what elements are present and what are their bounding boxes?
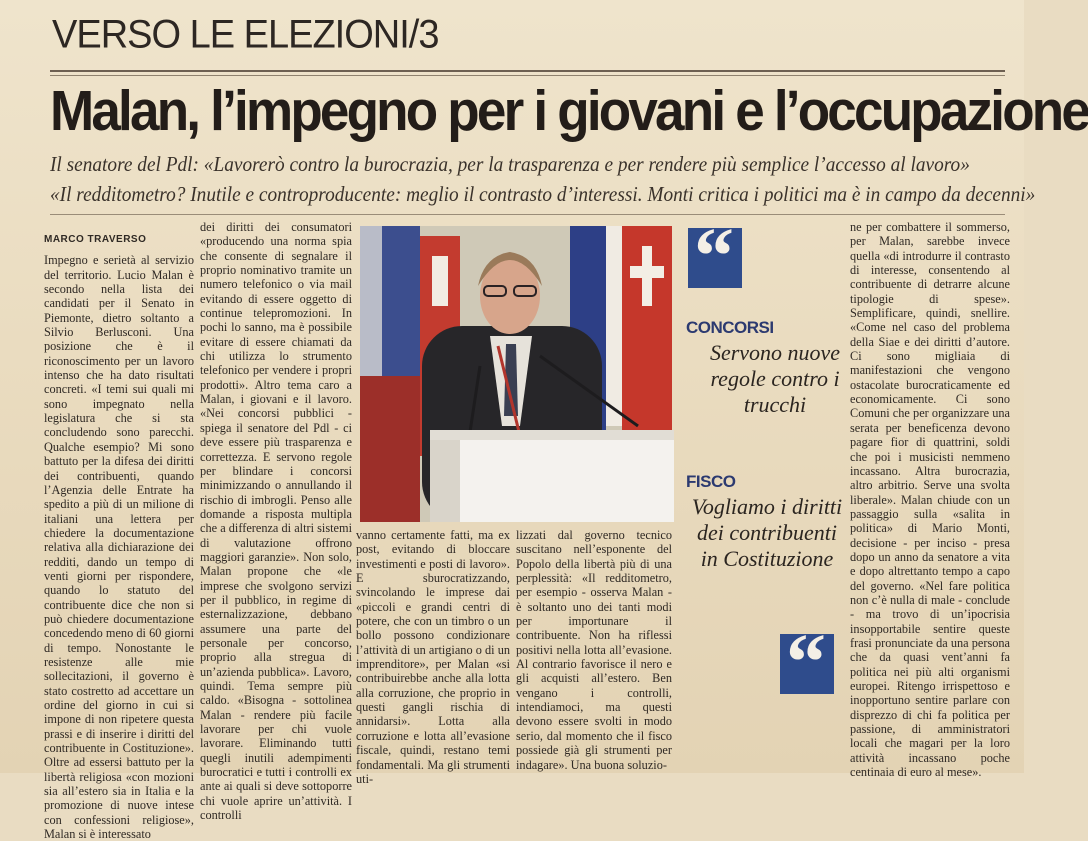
article-column-2 [200,220,352,823]
byline: MARCO TRAVERSO [44,234,147,245]
pull-quote-fisco: Vogliamo i diritti dei contribuenti in Costituzione [691,494,843,571]
section-kicker: VERSO LE ELEZIONI/3 [52,12,439,58]
article-column-4 [516,528,672,772]
article-column-1 [44,233,194,841]
quote-mark-icon: “ [780,634,834,694]
column-text: vanno certamente fatti, ma ex post, evitando di bloccare investimenti e posti di lavoro». E sburocratizzando, svincolando le imprese dai «piccoli e grandi centri di potere, che con un timbro o un bollo possono condizionare l’attività di un artigiano o di un imprenditore», per Malan «si contribuirebbe anche alla lotta alla corruzione, che proprio in questi gangli rischia di annidarsi». Lotta alla corruzione e lotta all’evasione fiscale, quindi, restano temi fondamentali. Ma gli strumenti uti- [356,528,510,786]
sidebar-label-fisco: FISCO [686,472,736,491]
column-text: ne per combattere il sommerso, per Malan, sarebbe invece quella «di introdurre il contrasto di interesse, consentendo al contribuente di detrarre alcune tipologie di spese». Semplificare, quindi, snellire. «Come nel caso del problema della Siae e dei diritti d’autore. Ci sono migliaia di manifestazioni che vengono ostacolate burocraticamente ed economicamente. Ci sono Comuni che per organizzare una serata per beneficenza devono pagare fior di quattrini, soldi che poi i musicisti nemmeno incassano. Altra burocrazia, altro arbitrio. Serve una svolta liberale». Malan chiude con un passaggio sulla «salita in politica» di Mario Monti, decisione - per inciso - presa dopo un anno da senatore a vita e dopo altrettanto tempo a capo del governo. «Nel fare politica non c’è nulla di male - conclude - ma trovo di un’ipocrisia insopportabile sentire queste frasi pronunciate da una persona che da quasi vent’anni fa politica nei più alti organismi europei. Ritengo irrispettoso e inopportuno sentire parlare con disprezzo di chi fa politica per passione, di amministratori locali che magari per la loro attività incassano poche centinaia di euro al mese». [850,220,1010,780]
divider [50,70,1005,72]
quote-mark-icon: “ [688,228,742,288]
column-text: lizzati dal governo tecnico suscitano nell’esponente del Popolo della libertà più di una perplessità: «Il redditometro, per esempio - osserva Malan - è soltanto uno dei tanti modi per importunare il contribuente. Non ha riflessi positivi nella lotta all’evasione. Al contrario favorisce il nero e gli acquisti all’estero. Ben vengano i controlli, intendiamoci, ma questi devono essere svolti in modo serio, dal momento che il fisco possiede già gli strumenti per indagare». Una buona soluzio- [516,528,672,772]
headline: Malan, l’impegno per i giovani e l’occupazione [50,79,1088,143]
column-text: Impegno e serietà al servizio del territorio. Lucio Malan è secondo nella lista dei candidati per il Senato in Piemonte, dietro soltanto a Silvio Berlusconi. Una posizione che è il riconoscimento per un lavoro intenso che ha dato risultati concreti. «I temi sui quali mi sono impegnato nella legislatura che si sta concludendo sono parecchi. Qualche esempio? Mi sono battuto per la difesa dei diritti dei contribuenti, quando l’Agenzia delle Entrate ha spedito a più di un milione di italiani una lettera per chiedere la documentazione relativa alla dichiarazione dei redditi, dando un tempo di venti giorni per rispondere, quando lo statuto del contribuente dice che non si può chiedere documentazione concedendo meno di 60 giorni di tempo. Nonostante le resistenze alle mie sollecitazioni, il governo è stato costretto ad accettare un ordine del giorno in cui si impone di non ripetere questa prassi e di inserire i diritti del contribuente in Costituzione». Oltre ad essersi battuto per la libertà religiosa «con mozioni sia all’estero sia in Italia e la promozione di nuove intese con confessioni religiose», Malan si è interessato [44,253,194,841]
column-text: dei diritti dei consumatori «producendo una norma spia che consente di segnalare il proprio nominativo tramite un numero telefonico o via mail evitando di essere oggetto di continue telepromozioni. In pochi lo sanno, ma è possibile evitare di essere chiamati da chi utilizza lo strumento telefonico per vendere i propri prodotti». Altro tema caro a Malan, i giovani e il lavoro. «Nei concorsi pubblici - spiega il senatore del Pdl - ci deve essere più trasparenza e correttezza. E servono regole per blindare i concorsi minimizzando o annullando il rischio di imbrogli. Penso alle domande a risposta multipla che a differenza di altri sistemi di valutazione offrono maggiori garanzie». Non solo, Malan propone che «le imprese che svolgono servizi per il pubblico, in regime di esternalizzazione, debbano assumere una parte del personale per concorso, proprio alla stregua di un’azienda pubblica». Lavoro, quindi. Tema sempre più caldo. «Bisogna - sottolinea Malan - rendere più facile lavorare per chi vuole lavorare. Eliminando tutti quegli inutili adempimenti burocratici e tutti i controlli ex ante ai quali si deve sottoporre chi vuole aprire un’attività. I controlli [200,220,352,823]
speaker-photo-illustration [360,226,672,522]
subheadline-1: Il senatore del Pdl: «Lavorerò contro la burocrazia, per la trasparenza e per rendere più semplice l’accesso al lavoro» [50,152,970,176]
article-column-3 [356,528,510,786]
sidebar-label-concorsi: CONCORSI [686,318,774,337]
article-photo [360,226,672,522]
subheadline-2: «Il redditometro? Inutile e controproducente: meglio il contrasto d’interessi. Monti critica i politici ma è in campo da decenni» [50,182,1036,206]
article-column-5 [850,220,1010,780]
pull-quote-concorsi: Servono nuove regole contro i trucchi [709,340,841,417]
divider [50,214,1005,215]
